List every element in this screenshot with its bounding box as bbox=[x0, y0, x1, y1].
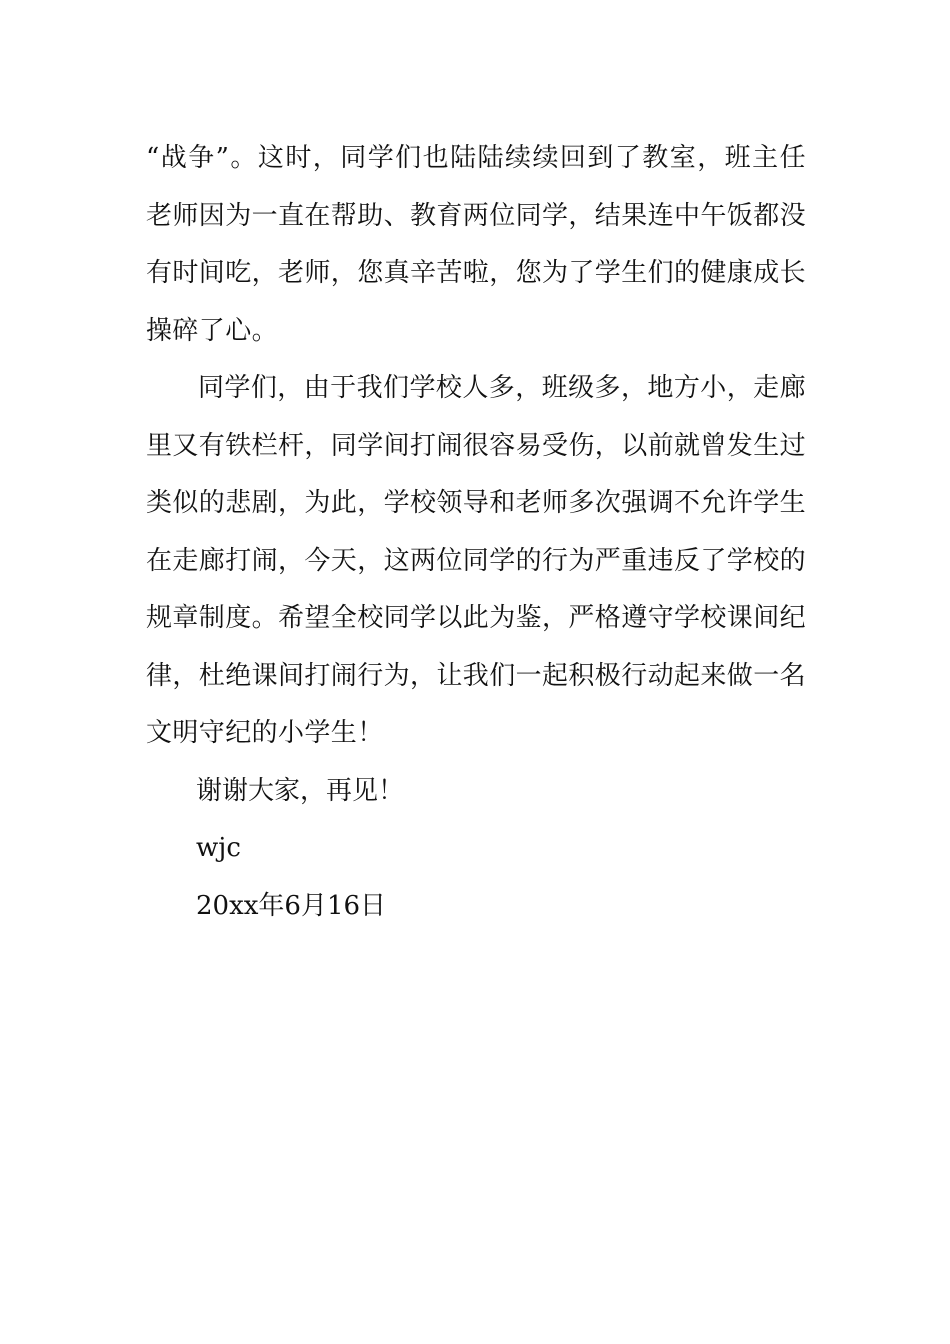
paragraph-continuation: “战争”。这时，同学们也陆陆续续回到了教室，班主任老师因为一直在帮助、教育两位同学，结果连中午饭都没有时间吃，老师，您真辛苦啦，您为了学生们的健康成长操碎了心。 bbox=[146, 143, 807, 346]
closing-greeting: 谢谢大家，再见！ bbox=[196, 775, 405, 806]
paragraph-main: 同学们，由于我们学校人多，班级多，地方小，走廊里又有铁栏杆，同学间打闹很容易受伤，以前就曾发生过类似的悲剧，为此，学校领导和老师多次强调不允许学生在走廊打闹，今天，这两位同学的行为严重违反了学校的规章制度。希望全校同学以此为鉴，严格遵守学校课间纪律，杜绝课间打闹行为，让我们一起积极行动起来做一名文明守纪的小学生！ bbox=[146, 373, 807, 748]
date: 20xx年6月16日 bbox=[196, 890, 387, 921]
document-body bbox=[146, 130, 806, 935]
signature: wjc bbox=[196, 833, 241, 863]
